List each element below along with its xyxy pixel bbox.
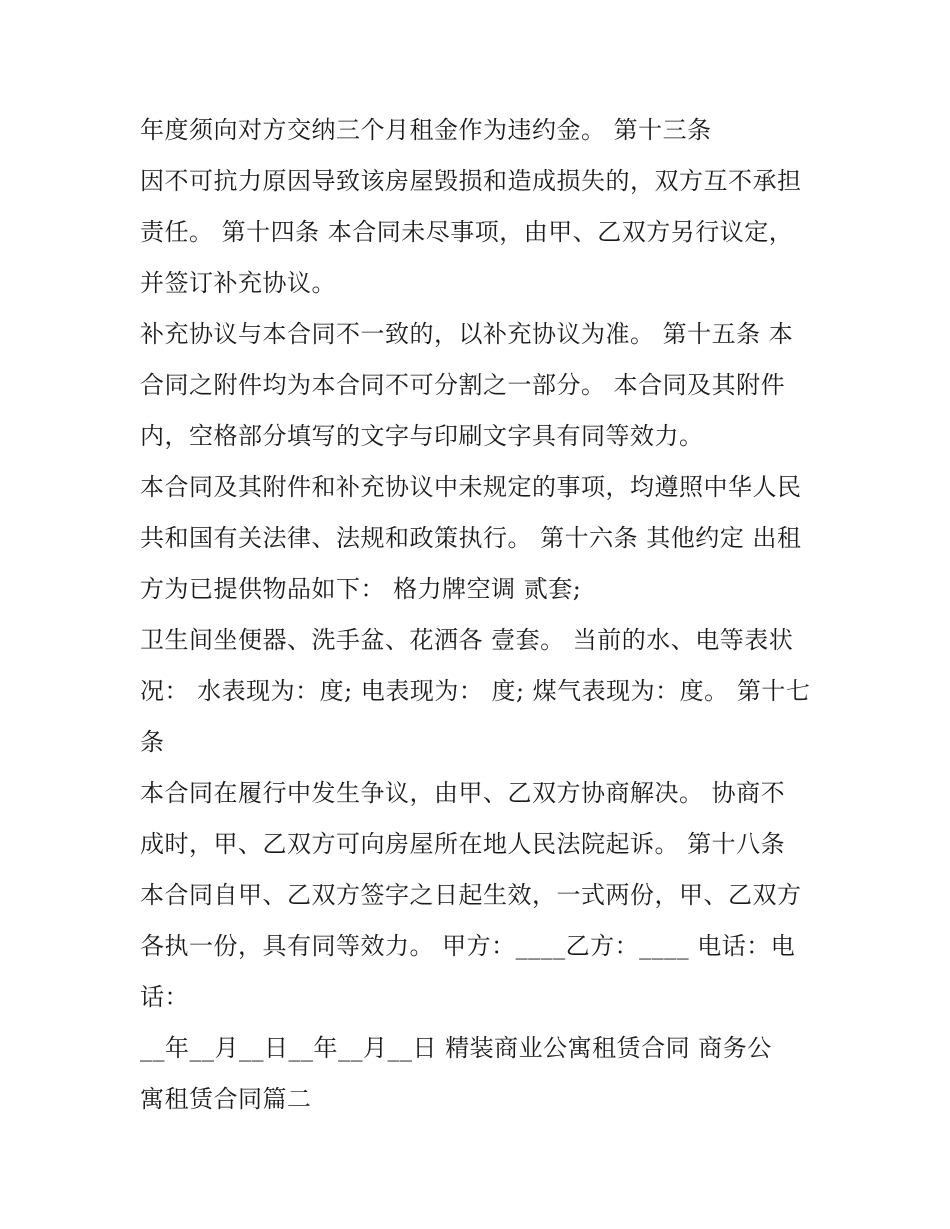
- text-line: 条: [140, 728, 165, 756]
- text-line: 内，空格部分填写的文字与印刷文字具有同等效力。: [140, 422, 704, 450]
- text-line: 各执一份，具有同等效力。 甲方：____乙方：____ 电话：电: [140, 932, 796, 960]
- text-line: 成时，甲、乙双方可向房屋所在地人民法院起诉。 第十八条: [140, 830, 786, 858]
- text-line: 况： 水表现为：度; 电表现为： 度; 煤气表现为：度。 第十七: [140, 677, 811, 705]
- text-line: 补充协议与本合同不一致的，以补充协议为准。 第十五条 本: [140, 320, 794, 348]
- text-line: 本合同在履行中发生争议，由甲、乙双方协商解决。 协商不: [140, 779, 786, 807]
- text-line: 共和国有关法律、法规和政策执行。 第十六条 其他约定 出租: [140, 524, 802, 552]
- text-line: 合同之附件均为本合同不可分割之一部分。 本合同及其附件: [140, 371, 786, 399]
- text-line: 本合同自甲、乙双方签字之日起生效，一式两份，甲、乙双方: [140, 881, 802, 909]
- text-line: 卫生间坐便器、洗手盆、花洒各 壹套。 当前的水、电等表状: [140, 626, 794, 654]
- contract-text: [140, 108, 820, 1128]
- text-line: 本合同及其附件和补充协议中未规定的事项，均遵照中华人民: [140, 473, 802, 501]
- text-line: 并签订补充协议。: [140, 269, 336, 297]
- text-line: 年度须向对方交纳三个月租金作为违约金。 第十三条: [140, 116, 712, 144]
- text-line: __年__月__日__年__月__日 精装商业公寓租赁合同 商务公: [140, 1034, 772, 1062]
- text-line: 因不可抗力原因导致该房屋毁损和造成损失的，双方互不承担: [140, 167, 802, 195]
- text-line: 方为已提供物品如下： 格力牌空调 贰套;: [140, 575, 582, 603]
- text-line: 责任。 第十四条 本合同未尽事项，由甲、乙双方另行议定，: [140, 218, 794, 246]
- text-line: 寓租赁合同篇二: [140, 1085, 312, 1113]
- text-line: 话：: [140, 983, 189, 1011]
